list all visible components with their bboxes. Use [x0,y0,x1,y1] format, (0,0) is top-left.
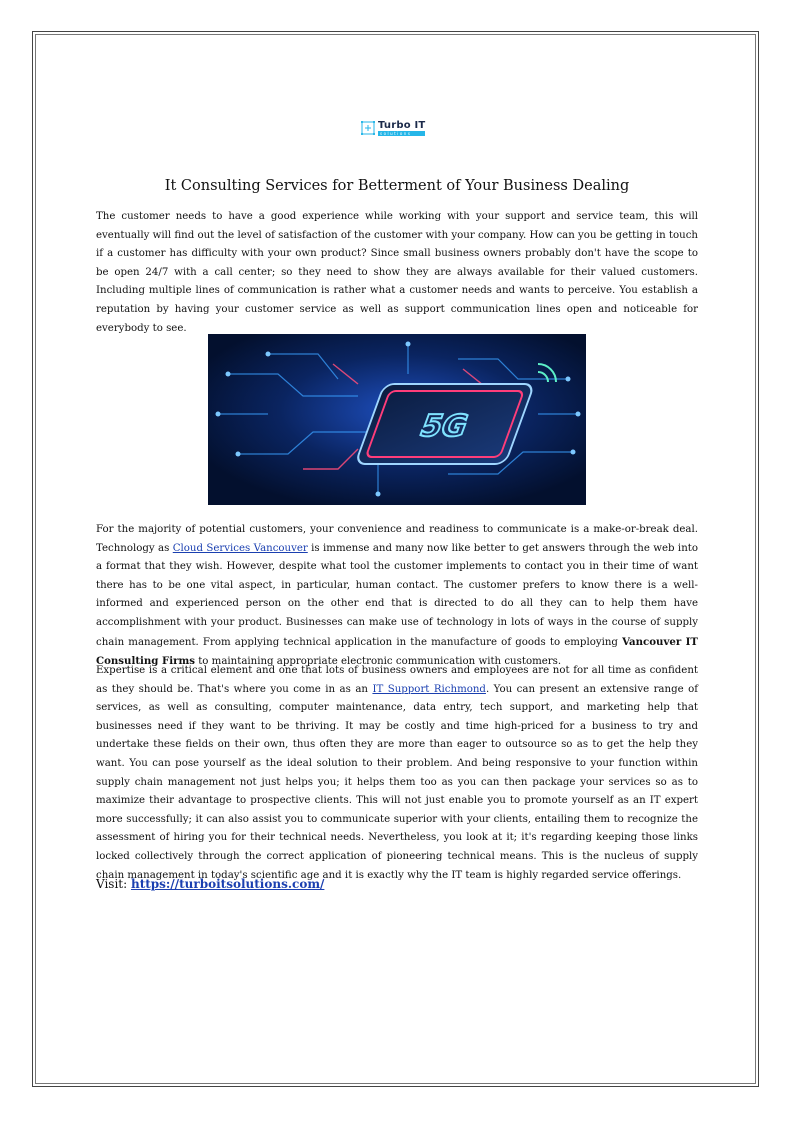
cloud-services-vancouver-link[interactable]: Cloud Services Vancouver [172,542,308,554]
paragraph-3-text-a: Expertise is a critical element and one that lots of business owners and employees are not for all time as confident as they should be. That's where you come in as an [96,665,698,695]
paragraph-2 [96,521,698,672]
logo-tagline: solutions [378,131,425,136]
circuit-icon [361,121,375,135]
turbo-it-logo [361,118,433,138]
paragraph-3 [96,662,698,885]
vancouver-it-consulting-bold: Vancouver IT Consulting Firms [96,635,698,668]
paragraph-3-text-b: . You can present an extensive range of services, as well as consulting, computer maintenance, data entry, tech support, and marketing help that businesses need if they want to be thriving. It may be costly and time high-priced for a business to try and undertake these fields on their own, thus often they are more than eager to outsource so as to get the help they want. You can pose yourself as the ideal solution to their problem. And being responsive to your function within supply chain management not just helps you; it helps them too as you can then package your services so as to maximize their advantage to prospective clients. This will not just enable you to promote yourself as an IT expert more successfully; it can also assist you to communicate superior with your clients, entailing them to recognize the assessment of hiring you for their technical needs. Nevertheless, you look at it; it's regarding keeping those links locked collectively through the correct application of pioneering technical means. This is the nucleus of supply chain management in today's scientific age and it is exactly why the IT team is highly regarded service offerings. [96,683,698,881]
article-title: It Consulting Services for Betterment of Your Business Dealing [164,178,630,194]
paragraph-1: The customer needs to have a good experience while working with your support and service team, this will eventually will find out the level of satisfaction of the customer with your company. How can you be getting in touch if a customer has difficulty with your own product? Since small business owners probably don't have the scope to be open 24/7 with a call center; so they need to show they are always available for their valued customers. Including multiple lines of communication is rather what a customer needs and wants to perceive. You establish a reputation by having your customer service as well as support communication lines open and noticeable for everybody to see. [96,211,698,334]
circuit-smartphone-illustration [208,334,586,505]
svg-text:5G: 5G [414,408,474,444]
website-link[interactable]: https://turboitsolutions.com/ [130,877,325,891]
paragraph-2-text-c: to maintaining appropriate electronic communication with customers. [194,656,562,668]
visit-label: Visit: [96,877,131,891]
visit-line [96,877,324,891]
paragraph-2-text-a: For the majority of potential customers, your convenience and readiness to communicate is a make-or-break deal. Technology as [96,524,698,554]
logo-name: Turbo IT [378,120,426,131]
paragraph-2-text-b: is immense and many now like better to get answers through the web into a format that they wish. However, despite what tool the customer implements to contact you in their time of want there has to be one vital aspect, in particular, human contact. The customer prefers to know there is a well-informed and experienced person on the other end that is directed to do all they can to help them have accomplishment with your product. Businesses can make use of technology in lots of ways in the course of supply chain management. From applying technical application in the manufacture of goods to employing [96,542,698,648]
it-support-richmond-link[interactable]: IT Support Richmond [372,683,486,695]
hero-image [208,334,586,505]
